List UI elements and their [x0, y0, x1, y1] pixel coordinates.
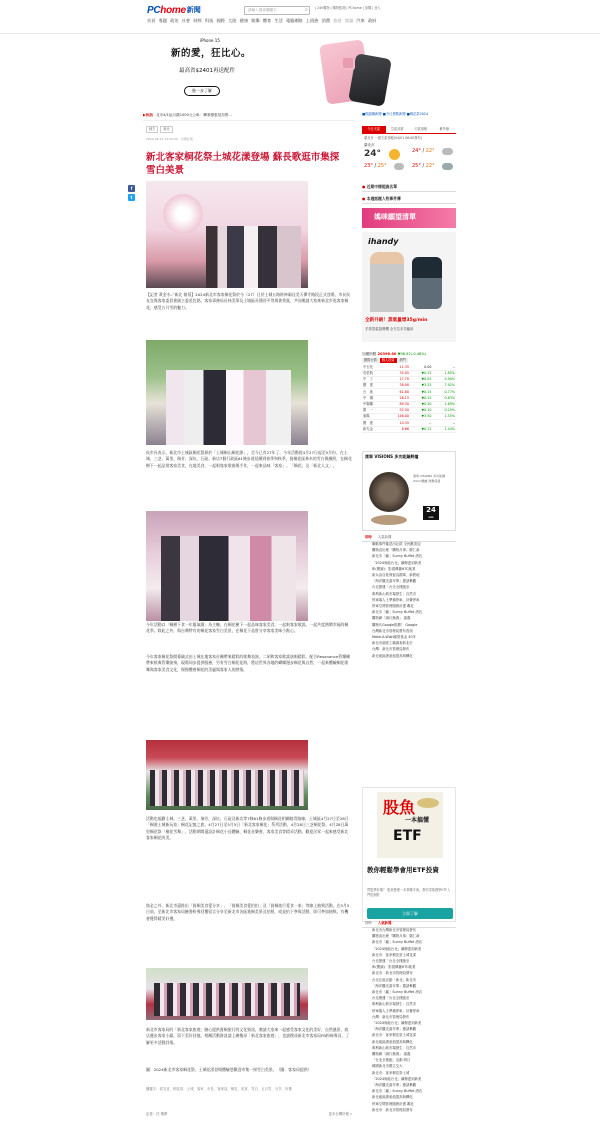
news-list-item[interactable]: 新北市調查工廠調查新北市	[372, 641, 413, 646]
ad-headline: 新的愛，狂比心。	[171, 48, 252, 59]
stock-cell: 52.50	[384, 408, 410, 414]
logo-home: home	[160, 4, 186, 16]
photo-crowd	[150, 770, 304, 806]
stock-cell: 11.35	[384, 364, 410, 370]
ihandy-ad[interactable]	[362, 232, 456, 342]
tab-today-weather[interactable]: 今日天氣	[362, 126, 386, 133]
news-list-item[interactable]: 彰(閱讀)：影視傳播HTC就業	[372, 965, 416, 970]
nav-item[interactable]: 電腦網路	[285, 18, 303, 23]
pan-image	[369, 472, 409, 512]
photo-crowd	[154, 983, 300, 1016]
news-list-item[interactable]: 台北捷運「台北全捷跑至	[372, 959, 410, 964]
iphone-ad-banner[interactable]	[147, 36, 453, 104]
news-list-item[interactable]: 台灣：新北市管理局發布	[372, 1014, 410, 1019]
news-list-item[interactable]: 台北捷運「台北全捷跑至	[372, 996, 410, 1001]
tab-popular[interactable]: 人氣新聞	[377, 535, 392, 539]
news-list-item[interactable]: 新兵由百姓保留為國軍、新教地	[372, 573, 420, 578]
news-list-item[interactable]: 「2024尚能台北」續辦達到新美	[372, 1076, 422, 1081]
nav-item[interactable]: 社會	[181, 18, 191, 23]
top-links[interactable]: | 24h購物 | 購物監測 | PChome | 加購 | 登入	[315, 6, 381, 10]
news-list-item[interactable]: Make-A-Wish願望基金 30年	[372, 635, 416, 640]
photo-decor-flower	[160, 191, 206, 237]
fire-icon: ●	[362, 196, 366, 201]
nav-item[interactable]: 政治	[170, 18, 179, 23]
weather-sun-icon	[389, 149, 400, 160]
news-list-item[interactable]: 新北市：客家桐花祭土城	[372, 1070, 410, 1075]
nav-item[interactable]: 大陸	[228, 18, 237, 23]
weather-tabs	[362, 126, 456, 134]
ad-subline: 最高省$2401再送配件	[179, 68, 235, 74]
tag-local[interactable]: 地方	[146, 126, 158, 133]
nav-item[interactable]: 生活	[274, 18, 283, 23]
stock-cell: ▼0.15	[410, 370, 432, 376]
logo-pc: PC	[147, 4, 161, 16]
nav-item[interactable]: 上班族	[305, 18, 319, 23]
article-photo-5	[146, 968, 308, 1020]
news-list-item[interactable]: 台灣新北市管理局發布查詢	[372, 628, 413, 633]
news-list-item[interactable]: 明利新山坡市場發生：自然市	[372, 1002, 417, 1007]
article-title: 新北客家桐花祭土城花漾登場 蘇長歌逛市集探雪白美景	[146, 152, 340, 176]
stock-cell: ▼0.12	[410, 426, 432, 432]
stock-cell: ▼0.30	[410, 401, 432, 407]
stock-cell: 1.44%	[432, 426, 456, 432]
pan-image-2	[371, 515, 407, 525]
stock-row[interactable]	[362, 426, 456, 432]
stock-cell: 台 玻	[362, 389, 384, 395]
news-list-item[interactable]: 新北市「贏」Sunny Buffet 酒店	[372, 1089, 423, 1094]
tab-air-quality[interactable]: 空氣品質	[390, 127, 404, 131]
more-news-link[interactable]: 更多台灣好報 »	[328, 1112, 352, 1116]
article-photo-4	[146, 740, 308, 810]
logo-news: 新聞	[186, 5, 201, 14]
news-list-item[interactable]: 新北市：新北市管理局發布	[372, 971, 413, 976]
stock-cell: 東陽	[362, 414, 384, 420]
photo-people	[206, 226, 301, 288]
stock-index[interactable]: 加權指數 20396.60 ▼98.92(-0.48%)	[362, 352, 427, 356]
nav-item[interactable]: 首頁	[147, 18, 156, 23]
news-list-item[interactable]: 彰(閱讀)：影視傳播HTC就業	[372, 566, 416, 571]
tab-uv[interactable]: 紫外線	[439, 127, 450, 131]
article-photo-2	[146, 340, 308, 445]
stock-cell: ▼0.05	[410, 377, 432, 383]
search-icon[interactable]: ⌕	[305, 7, 308, 13]
stock-cell: 0.00	[410, 364, 432, 370]
tab-popular-2[interactable]: 人氣新聞	[377, 921, 392, 925]
weather-city[interactable]: 臺北市	[364, 143, 375, 147]
stock-cell: 17.70	[384, 377, 410, 383]
weather-widget	[362, 134, 456, 176]
etf-desc: 買股票好累？ 股魚整理一本實戰手冊，教你零基礎學ETF入門從理財	[367, 888, 451, 897]
news-list-item[interactable]: 台北社區活動「新北」新北市	[372, 977, 417, 982]
nav-item[interactable]: 財經	[193, 18, 202, 23]
news-list-item[interactable]: 台北捷運「台北全捷跑至	[372, 585, 410, 590]
article-paragraph-2: 侯市長表示，新北市土城區桐花祭源於「土城桐山桐花節」，至今已有27年了，今年活動從4月27日起至5月份，在土城、三芝、萬里、瑞芳、深坑、石碇、新店7個行政區61條步道延續到春季和秋季，賞桐花區林木的雪白與繽紛，在桐花樹下一起品嘗客家美食，在地美食，一起唱客家歌曲與手作，一起來品味「客家」、「桐花」及「新北人文」。	[146, 450, 352, 468]
stock-cell: ▼3.25	[410, 383, 432, 389]
news-list-item[interactable]: 明利新山坡市場發生：自然市	[372, 591, 417, 596]
stock-table	[362, 364, 456, 433]
tag-newtaipei[interactable]: 新北	[160, 126, 172, 133]
stock-cell: 0.90%	[432, 377, 456, 383]
news-list-item[interactable]: 新北地區總產值提高與轉化	[372, 1039, 413, 1044]
article-paragraph-7: 新北市客家局的「新北客家旅遊」臉心提供賞桐旅行的文化資訊，邀請大家來一起感受客家文化的美好，自然風景，商店邊步客家小鎮，留下美好回憶。相關活動資訊請上網搜尋「新北客家旅遊」，也請搜尋新北市客家局FB粉絲專頁，了解更多活動詳情。	[146, 1027, 350, 1045]
news-list-item[interactable]: 新北市：客家桐花祭土城花漾	[372, 1033, 417, 1038]
stock-cell: 國 建	[362, 420, 384, 426]
article-photo-1	[146, 181, 308, 288]
article-meta: 2024-04-27 15:22:00 台灣好報	[146, 137, 193, 141]
stock-cell: --	[432, 364, 456, 370]
visions-ad[interactable]	[362, 451, 456, 531]
article-paragraph-4: 今年客家桐花祭開幕儀式由土城在地客家社團帶來精彩的歌舞表演，二胡和客家歌謠演唱精彩，配合Resonance管樂團帶來經典管樂演奏，現場同步提供服務，另有雪白桐花花海，將這世界各地的蝴蝶漫步桐花與自然，一起來體驗桐花歌舞與客家美食文化，慢慢體會桐花的美麗與客家人的熱情。	[146, 654, 351, 672]
nav-item[interactable]: 國際	[216, 18, 225, 23]
news-list-item[interactable]: 「海洋觀光嘉年華」邀請參觀	[372, 983, 417, 988]
stock-cell: ▼0.10	[410, 408, 432, 414]
weather-temp-high: 24° / 22°	[412, 148, 435, 154]
news-list-item[interactable]: 「海洋觀光嘉年華」邀請參觀	[372, 579, 417, 584]
ihandy-brand: ihandy	[368, 237, 399, 246]
nav-item[interactable]: 旅遊	[333, 18, 342, 23]
news-list-item[interactable]: 「2024尚能台北」續辦達到新美	[372, 1021, 422, 1026]
stock-cell: 26.15	[384, 395, 410, 401]
right-topic-links[interactable]: ■桃園縣新聞 ■今日焦點新聞 ■桐花祭2024	[362, 112, 428, 116]
stock-cell: 1.55%	[432, 414, 456, 420]
weekly-topics-header[interactable]: ● 本週話題人物事件簿	[362, 196, 456, 204]
stock-tab-hot[interactable]: 熱門	[399, 358, 406, 363]
tab-forecast[interactable]: 天氣預報	[414, 127, 428, 131]
ihandy-person	[370, 252, 404, 312]
etf-title: 教你輕鬆學會用ETF投資	[367, 866, 439, 874]
article-paragraph-3: 今年活動以「桐樹下食一年靈氣圍」為主軸，在桐花樹下一起品味客家美食，一起唱客家歌謠，一起共度熱鬧幸福的桐花季。除此之外，與台灣特有的桐花客家雪白美景，在桐花下品嘗分享客家美味小點心。	[146, 622, 349, 634]
weather-temp-now: 24°	[364, 149, 382, 159]
news-list-item[interactable]: 韓國新北市國立交大	[372, 1064, 403, 1069]
news-list-item[interactable]: 「海洋觀光嘉年華」邀請參觀	[372, 1027, 417, 1032]
news-list-item[interactable]: 新北市台灣新北市管理局發布	[372, 928, 417, 932]
news-list-item[interactable]: 購物網「調行換養」 嘉鑫	[372, 616, 411, 621]
news-list-item[interactable]: 新北市「贏」Sunny Buffet 酒店	[372, 990, 423, 995]
mommy-wishlist-banner[interactable]	[362, 208, 456, 228]
stock-cell: --	[432, 420, 456, 426]
nav-item[interactable]: 娛樂	[251, 18, 260, 23]
banner-label: 媽咪願望清單	[374, 213, 416, 221]
article-paragraph-1: 【記者 黃金水／新北 報導】2024新北市客家桐花祭於今（27）日於土城五路財神廟徑美天禪寺路段正式登場，市長侯友宜與客家委員會副主委范佐銘、客家事務局長林美華及土城區長簡晉平等與會貴賓，共同邀請大家來新北市逛客家桐花，感受五月雪的魅力。	[146, 292, 351, 310]
news-list-item[interactable]: 購物代Google推薦！ Google	[372, 622, 418, 627]
nav-item[interactable]: 閱讀	[344, 18, 354, 23]
news-list-item[interactable]: 新北市「贏」Sunny Buffet 酒店	[372, 610, 423, 615]
article-keywords[interactable]: 關鍵字：侯友宜．桐花祭．土城．客家．市長．客家局．桐花．美食．雪白．五月雪．分享．好禮	[146, 1087, 292, 1091]
article-caption: 圖：2024新北市客家桐花祭，土城花漾登場體驗悠歡迎市集一探雪白美景。（圖：客家局提供）	[146, 1067, 312, 1072]
stock-cell: 中鋼構	[362, 401, 384, 407]
weather-cloud-icon	[442, 148, 453, 155]
steamer-image	[412, 257, 442, 309]
phone-camera-icon	[341, 56, 355, 70]
weather-cloud-icon	[394, 163, 404, 170]
fish-icon	[417, 798, 439, 808]
stock-tab-personal[interactable]: 個人投資	[381, 358, 395, 363]
ad-learn-more-button[interactable]: 進一步了解	[184, 86, 220, 96]
stock-cell: 中石化	[362, 364, 384, 370]
stock-cell: 中 鋼	[362, 395, 384, 401]
stock-tab-intl[interactable]: 國際行情	[364, 358, 377, 363]
search-input[interactable]: 請輸入搜尋關鍵字	[244, 6, 310, 15]
etf-learn-button[interactable]: 立即了解	[367, 908, 453, 919]
stock-cell: 勝 一	[362, 408, 384, 414]
news-list-item[interactable]: 「2024尚能台北」續辦達到新美	[372, 946, 422, 951]
stock-cell: ▼0.15	[410, 389, 432, 395]
stock-cell: ▼0.15	[410, 395, 432, 401]
nav-item[interactable]: 健康	[239, 18, 249, 23]
nav-item[interactable]: 消費	[321, 18, 331, 23]
breaking-news-ticker[interactable]	[143, 113, 355, 121]
stock-cell: ▼3.50	[410, 414, 432, 420]
stock-cell: 1.85%	[432, 370, 456, 376]
nav-item[interactable]: 專題	[158, 18, 167, 23]
news-list-item[interactable]: 新北市：客家桐花祭土城花漾	[372, 952, 417, 957]
ticker-tag: ▶快訊	[143, 113, 153, 117]
etf-book-cover: 股魚 一本搞懂 ETF	[377, 792, 443, 858]
stock-cell: 35.05	[384, 370, 410, 376]
stock-cell: 38.90	[384, 383, 410, 389]
stock-cell: 中 工	[362, 377, 384, 383]
news-list-item[interactable]: 「2024尚能台北」續辦達到新美	[372, 560, 422, 565]
tab-realtime[interactable]: 即時	[365, 535, 372, 539]
stock-cell: 61.80	[384, 389, 410, 395]
news-list-item[interactable]: 購物直出理「購物月事」鄭仁新	[372, 548, 420, 553]
stock-tabs	[362, 358, 456, 363]
article-tags	[146, 126, 173, 133]
ad-brand: iPhone 15	[200, 38, 220, 43]
visions-badge: 24 cm	[423, 506, 439, 520]
stock-cell: 新光金	[362, 426, 384, 432]
stock-cell: 14.35	[384, 420, 410, 426]
news-list-item[interactable]: 聯勤事件確認出社群 全民歡喜迎	[372, 542, 421, 546]
etf-book-ad[interactable]	[362, 787, 456, 922]
weather-rain-icon	[442, 163, 453, 170]
news-list-item[interactable]: 新北市「贏」Sunny Buffet 酒店	[372, 554, 423, 559]
news-list-item[interactable]: 「海洋觀光嘉年華」邀請參觀	[372, 1083, 417, 1088]
nav-item[interactable]: 科技	[204, 18, 214, 23]
news-list-item[interactable]: 新北地區總產值提高與轉化	[372, 1095, 413, 1100]
news-list-item[interactable]: 停車場人士準備停車，計費停車	[372, 1008, 420, 1013]
news-list-item[interactable]: 新北地區總產值提高與轉化	[372, 653, 413, 658]
main-nav	[147, 18, 380, 24]
fire-icon: ●	[362, 184, 366, 189]
photo-people	[161, 536, 296, 621]
hot-list-header[interactable]: ● 近期中標超高名單	[362, 184, 456, 192]
article-photo-3	[146, 511, 308, 621]
ihandy-line2: 手持蒸氣掛燙機 全方位多功能用	[365, 327, 414, 331]
stock-cell: 146.00	[384, 414, 410, 420]
news-list-item[interactable]: 購物直出理「購物月事」鄭仁新	[372, 934, 420, 939]
weather-temp-next2: 25° / 22°	[412, 163, 435, 169]
news-list-item[interactable]: 新北市「贏」Sunny Buffet 酒店	[372, 940, 423, 945]
stock-cell: 89.30	[384, 401, 410, 407]
facebook-share-icon[interactable]: f	[128, 185, 135, 192]
stock-cell: 國 建	[362, 383, 384, 389]
stock-widget	[362, 352, 456, 433]
news-list-item[interactable]: 停車空間管理服務計畫 鄰近	[372, 604, 414, 609]
news-list-item[interactable]: 「台北全捷跑」活動 明日	[372, 1058, 411, 1063]
site-header	[0, 0, 600, 34]
nav-item[interactable]: 體育	[262, 18, 272, 23]
visions-title: 康寧 VISIONS 多功能鍋餅爐	[365, 454, 419, 459]
news-list-1	[372, 541, 454, 659]
news-list-item[interactable]: 明利新山坡市場發生：自然市	[372, 1045, 417, 1050]
stock-cell: 7.92%	[432, 383, 456, 389]
news-list-item[interactable]: 停車場人士準備停車，計費停車	[372, 597, 420, 602]
news-list-2	[372, 927, 454, 1113]
stock-cell: 0.63%	[432, 395, 456, 401]
news-list-item[interactable]: 台灣：新北市管理局發布	[372, 647, 410, 652]
article-paragraph-6: 陸必之外，新北市還推出「賞桐美食愛分享」、「賞桐美食愛拍拍」及「賞桐旅行愛食一家」等線上抽獎活動，在5月5日前，至新北市客家局臉書粉專回覆留言分享至新北市各區賞桐美景及拍照，或是拍下參與活動，即可參加抽獎，有機會獲得精美好禮。	[146, 903, 350, 921]
article-footer	[146, 1112, 352, 1117]
photo-people	[166, 370, 291, 445]
weather-temp-next: 23° / 25°	[364, 163, 387, 169]
stock-cell: 0.29%	[432, 408, 456, 414]
weather-caption: 臺北市 一週天氣預報(04/01 06:00發布)	[364, 136, 422, 140]
visions-sub: 康寧 VISIONS 多功能鍋 24cm鍋爐 熱敷保溫	[413, 474, 446, 483]
tab-realtime-2[interactable]: 即時	[365, 921, 372, 925]
news-list-item[interactable]: 停車空間管理服務計畫 鄰近	[372, 1101, 414, 1106]
article-paragraph-5: 活動也規劃土城、三芝、萬里、瑞芳、深坑、石碇及新店等7條61條步道與桐花相關踏青路線，土城區4月27日至28日「桐遊土城新玩家」桐花記憶之旅、4月27日至5月5日「新北客家桐花」系列活動，4月28日三芝桐花祭，4月28日萬里桐花祭「桐花雪舞」，活動期間還設計桐花小徑體驗、桐花音樂會、客家美食等精采活動，歡迎民眾一起來感受新北客家桐花的美。	[146, 816, 349, 841]
stock-cell: 1.69%	[432, 401, 456, 407]
article-editor: 記者：任 楊將	[146, 1112, 168, 1116]
nav-item[interactable]: 政府	[367, 18, 377, 23]
stock-cell: --	[410, 420, 432, 426]
news-list-item[interactable]: 新北市：新北市管理局發布	[372, 1107, 413, 1112]
stock-cell: 8.66	[384, 426, 410, 432]
news-list-item[interactable]: 購物網「調行換養」 嘉鑫	[372, 1052, 411, 1057]
ihandy-line1: 全新升級！蒸氣量增35g/min	[365, 318, 428, 323]
ticker-text[interactable]: 北市4/1起月繳1000元公車：轉乘優惠抵扣票...	[155, 113, 232, 117]
twitter-share-icon[interactable]: t	[128, 194, 135, 201]
site-logo[interactable]	[147, 4, 201, 16]
stock-cell: 長榮航	[362, 370, 384, 376]
nav-item[interactable]: 汽車	[356, 18, 365, 23]
stock-cell: 0.77%	[432, 389, 456, 395]
